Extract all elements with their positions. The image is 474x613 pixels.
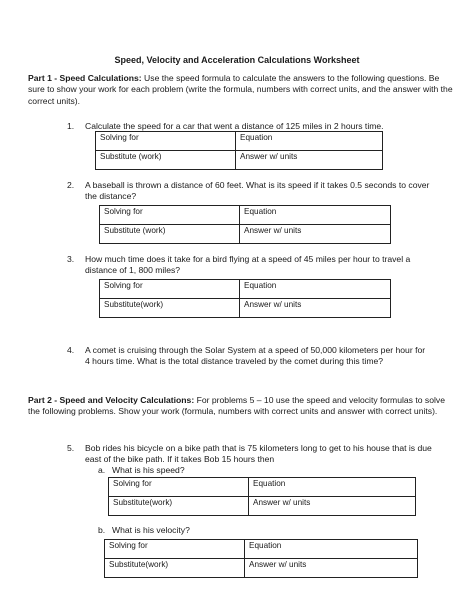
- q5a-substitute-cell[interactable]: Substitute(work): [109, 497, 249, 516]
- part2-intro-text: For problems 5 – 10 use the speed and velocity formulas to solve the following problems. Show your work (formula, numbers with correct units and answer with correct units).: [28, 395, 445, 417]
- q3-text: How much time does it take for a bird flying at a speed of 45 miles per hour to travel a distance of 1, 800 miles?: [85, 254, 411, 276]
- q1-substitute-cell[interactable]: Substitute (work): [96, 151, 236, 170]
- q2-number: 2.: [67, 180, 75, 190]
- part1-intro-text: Use the speed formula to calculate the answers to the following questions. Be sure to show your work for each problem (write the formula, numbers with correct units, and the answer with the correct units).: [28, 73, 453, 106]
- q3-number: 3.: [67, 254, 75, 264]
- q3-substitute-cell[interactable]: Substitute(work): [100, 299, 240, 318]
- worksheet-title: Speed, Velocity and Acceleration Calculations Worksheet: [114, 55, 360, 65]
- q2-text: A baseball is thrown a distance of 60 feet. What is its speed if it takes 0.5 seconds to cover the distance?: [85, 180, 430, 202]
- part2-intro: [28, 395, 453, 418]
- q2-substitute-cell[interactable]: Substitute (work): [100, 225, 240, 244]
- q5b-solving-for-cell[interactable]: Solving for: [105, 540, 245, 559]
- q2-answer-cell[interactable]: Answer w/ units: [240, 225, 391, 244]
- q5a-label: a.: [98, 465, 106, 475]
- part1-heading: Part 1 - Speed Calculations:: [28, 73, 142, 83]
- q1-equation-cell[interactable]: Equation: [236, 132, 383, 151]
- q2-equation-cell[interactable]: Equation: [240, 206, 391, 225]
- q5b-label: b.: [98, 525, 106, 535]
- q4-text: A comet is cruising through the Solar System at a speed of 50,000 kilometers per hour for 4 hours time. What is the total distance traveled by the comet during this time?: [85, 345, 426, 367]
- q5a-equation-cell[interactable]: Equation: [249, 478, 416, 497]
- q4-number: 4.: [67, 345, 75, 355]
- q5b-answer-cell[interactable]: Answer w/ units: [245, 559, 418, 578]
- q1-answer-cell[interactable]: Answer w/ units: [236, 151, 383, 170]
- q5a-solving-for-cell[interactable]: Solving for: [109, 478, 249, 497]
- part2-heading: Part 2 - Speed and Velocity Calculations:: [28, 395, 195, 405]
- q2-table: [99, 205, 391, 244]
- q5a-table: [108, 477, 416, 516]
- q5b-equation-cell[interactable]: Equation: [245, 540, 418, 559]
- q1-number: 1.: [67, 121, 75, 131]
- q2-solving-for-cell[interactable]: Solving for: [100, 206, 240, 225]
- part1-intro: [28, 73, 453, 107]
- q1-text: Calculate the speed for a car that went a distance of 125 miles in 2 hours time.: [85, 121, 384, 131]
- q1-table: [95, 131, 383, 170]
- q3-solving-for-cell[interactable]: Solving for: [100, 280, 240, 299]
- q5b-text: What is his velocity?: [112, 525, 190, 535]
- q5-number: 5.: [67, 443, 75, 453]
- q3-answer-cell[interactable]: Answer w/ units: [240, 299, 391, 318]
- q3-equation-cell[interactable]: Equation: [240, 280, 391, 299]
- q3-table: [99, 279, 391, 318]
- q5b-substitute-cell[interactable]: Substitute(work): [105, 559, 245, 578]
- q5b-table: [104, 539, 418, 578]
- q5a-text: What is his speed?: [112, 465, 185, 475]
- q5a-answer-cell[interactable]: Answer w/ units: [249, 497, 416, 516]
- q5-text: Bob rides his bicycle on a bike path that is 75 kilometers long to get to his house that is due east of the bike path. If it takes Bob 15 hours then: [85, 443, 432, 465]
- q1-solving-for-cell[interactable]: Solving for: [96, 132, 236, 151]
